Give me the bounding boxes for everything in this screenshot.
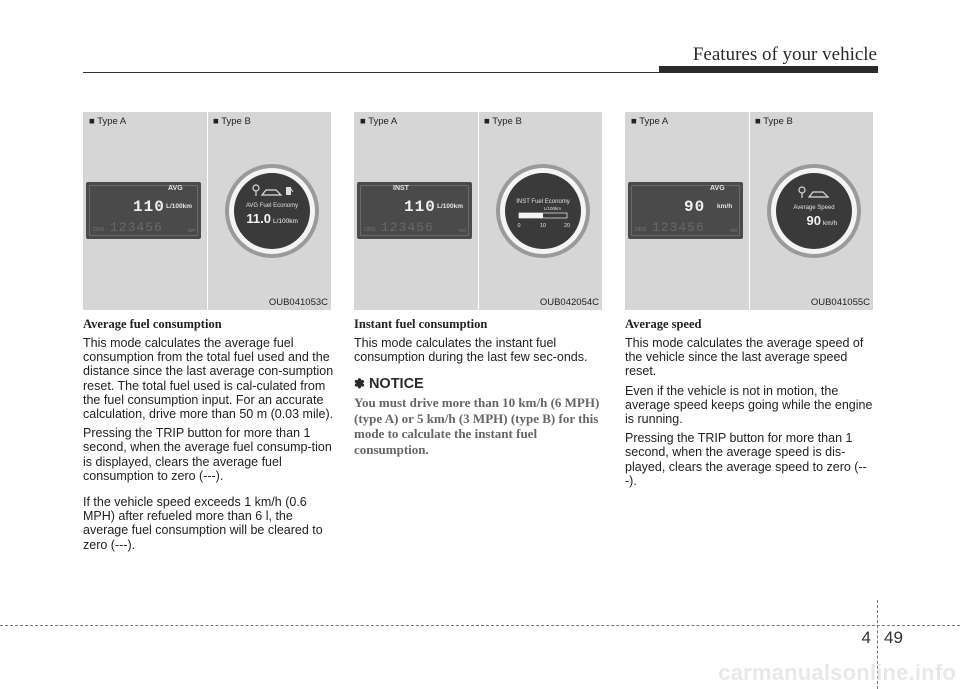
figure-avg-speed <box>625 112 873 310</box>
notice-icon: ✽ <box>354 376 365 392</box>
section-average-fuel-consumption <box>83 317 334 557</box>
lcd-odo-unit: km <box>730 228 737 234</box>
lcd-value: 90 <box>684 198 706 216</box>
lcd-unit: L/100km <box>166 203 193 210</box>
gauge-value: 11.0 <box>246 211 271 226</box>
header-rule-accent <box>659 66 878 73</box>
lcd-odometer: 123456 <box>110 220 163 235</box>
type-b-label: ■ Type B <box>484 116 522 127</box>
watermark: carmanualsonline.info <box>718 660 956 685</box>
section-heading: Average speed <box>625 317 702 331</box>
lcd-mode: INST <box>393 185 409 192</box>
paragraph: Pressing the TRIP button for more than 1 second, when the average speed is dis-played, clears the average speed to zero (---). <box>625 431 867 488</box>
lcd-value: 110 <box>404 198 436 216</box>
notice-title: NOTICE <box>368 376 424 393</box>
section-heading: Instant fuel consumption <box>354 317 488 331</box>
lcd-odometer: 123456 <box>652 220 705 235</box>
gauge-value: 90 <box>806 213 821 228</box>
page-number: 49 <box>884 628 903 647</box>
footer-rule <box>0 625 960 626</box>
lcd-display-type-a <box>357 182 472 239</box>
gauge-type-b <box>495 163 591 259</box>
gauge-unit: km/h <box>823 220 838 227</box>
type-a-label: ■ Type A <box>631 116 669 127</box>
gauge-type-b <box>766 163 862 259</box>
figure-code: OUB041055C <box>810 297 870 308</box>
figure-code: OUB041053C <box>268 297 328 308</box>
notice-heading <box>354 376 605 392</box>
figure-inst-fuel <box>354 112 602 310</box>
gauge-scale-tick: 10 <box>539 223 547 229</box>
gauge-scale-tick: 20 <box>563 223 571 229</box>
type-b-label: ■ Type B <box>213 116 251 127</box>
gauge-bar-fill <box>519 213 543 218</box>
lcd-mode: AVG <box>710 185 725 192</box>
gauge-type-b <box>224 163 320 259</box>
section-heading: Average fuel consumption <box>83 317 222 331</box>
lcd-odo-unit: km <box>459 228 466 234</box>
gauge-title: Average Speed <box>793 205 835 211</box>
figure-divider <box>478 112 479 310</box>
lcd-display-type-a <box>86 182 201 239</box>
chapter-number: 4 <box>861 628 871 647</box>
lcd-unit: L/100km <box>437 203 464 210</box>
figure-code: OUB042054C <box>539 297 599 308</box>
lcd-value: 110 <box>133 198 165 216</box>
paragraph: This mode calculates the average fuel consumption from the total fuel used and the distance since the last average con-sumption reset. The total fuel used is cal-culated from the fuel consumption input. For an accurate calculation, drive more than 50 m (0.03 mile). <box>83 336 334 422</box>
lcd-display-type-a <box>628 182 743 239</box>
lcd-odo-label: ODO <box>364 227 376 233</box>
gauge-title: AVG Fuel Economy <box>245 203 299 209</box>
notice-text: You must drive more than 10 km/h (6 MPH) (type A) or 5 km/h (3 MPH) (type B) for this mode to calculate the instant fuel consumption. <box>354 395 600 457</box>
lcd-odometer: 123456 <box>381 220 434 235</box>
type-a-label: ■ Type A <box>89 116 127 127</box>
lcd-unit: km/h <box>717 203 733 210</box>
type-b-label: ■ Type B <box>755 116 793 127</box>
paragraph: If the vehicle speed exceeds 1 km/h (0.6 MPH) after refueled more than 6 l, the average fuel consumption will be cleared to zero (---). <box>83 495 323 552</box>
gauge-scale-tick: 0 <box>517 223 521 229</box>
figure-divider <box>207 112 208 310</box>
lcd-odo-label: ODO <box>635 227 647 233</box>
gauge-unit: L/100km <box>543 206 561 211</box>
section-average-speed <box>625 317 876 493</box>
lcd-odo-label: ODO <box>93 227 105 233</box>
section-instant-fuel-consumption <box>354 317 605 457</box>
paragraph: Pressing the TRIP button for more than 1 second, when the average fuel consump-tion is displayed, clears the average fuel consumption to zero (---). <box>83 426 332 483</box>
figure-divider <box>749 112 750 310</box>
gauge-unit: L/100km <box>273 218 298 225</box>
page-header-title: Features of your vehicle <box>692 44 877 65</box>
lcd-mode: AVG <box>168 185 183 192</box>
figure-avg-fuel <box>83 112 331 310</box>
paragraph: This mode calculates the instant fuel consumption during the last few sec-onds. <box>354 336 588 365</box>
gauge-title: INST Fuel Economy <box>516 199 570 205</box>
type-a-label: ■ Type A <box>360 116 398 127</box>
paragraph: This mode calculates the average speed of the vehicle since the last average speed reset. <box>625 336 864 379</box>
lcd-odo-unit: km <box>188 228 195 234</box>
paragraph: Even if the vehicle is not in motion, the average speed keeps going while the engine is running. <box>625 383 873 427</box>
